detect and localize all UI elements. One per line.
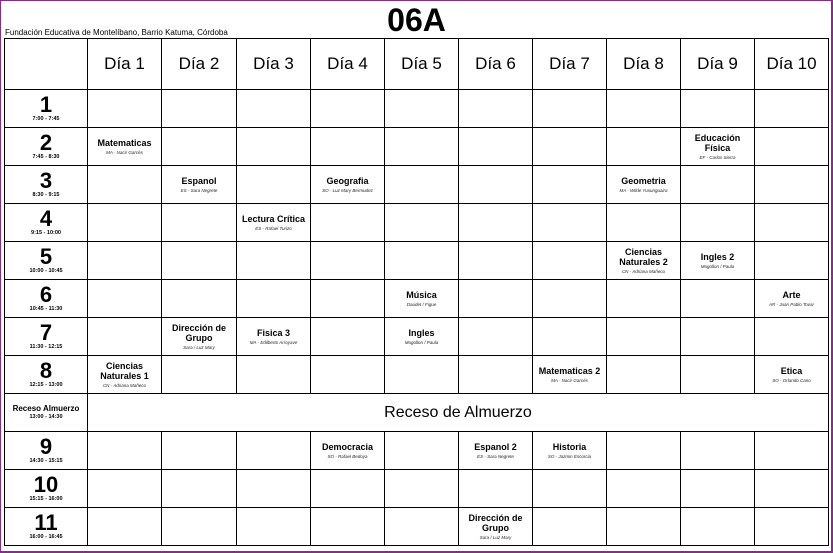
- day-header: Día 3: [237, 39, 311, 90]
- teacher-name: ES - Rafael Turizo: [255, 225, 292, 231]
- period-cell: [5, 470, 88, 508]
- day-header: Día 5: [385, 39, 459, 90]
- teacher-name: MA - Edilberto Arroyave: [249, 339, 298, 345]
- schedule-cell: [533, 432, 607, 470]
- schedule-cell: [681, 356, 755, 394]
- subject-name: Ciencias Naturales 1: [100, 360, 149, 381]
- schedule-cell: [162, 280, 237, 318]
- teacher-name: ES - Sara Negrete: [180, 187, 218, 193]
- subject-name: Geometria: [621, 175, 666, 186]
- schedule-cell: [237, 204, 311, 242]
- schedule-cell: [237, 242, 311, 280]
- schedule-cell: [681, 318, 755, 356]
- subject-name: Lectura Crítica: [241, 213, 306, 224]
- period-number: 2: [39, 130, 53, 155]
- subject-name: Ingles: [408, 327, 435, 338]
- schedule-cell: [88, 128, 162, 166]
- schedule-cell: [237, 128, 311, 166]
- schedule-cell: [88, 280, 162, 318]
- schedule-cell: [533, 470, 607, 508]
- schedule-cell: [311, 508, 385, 546]
- schedule-cell: [459, 280, 533, 318]
- subject-name: Matematicas 2: [538, 365, 601, 376]
- schedule-cell: [755, 280, 829, 318]
- schedule-cell: [755, 204, 829, 242]
- day-header: Día 4: [311, 39, 385, 90]
- subject-name: Geografia: [326, 175, 369, 186]
- subject-name: Historia: [552, 441, 587, 452]
- teacher-name: MA - Wilde Yusunguaira: [619, 187, 668, 193]
- day-header: Día 8: [607, 39, 681, 90]
- schedule-cell: [385, 432, 459, 470]
- schedule-cell: [311, 90, 385, 128]
- schedule-cell: [755, 318, 829, 356]
- schedule-cell: [237, 280, 311, 318]
- schedule-cell: [459, 242, 533, 280]
- day-header: Día 7: [533, 39, 607, 90]
- period-time: 8:30 - 9:15: [32, 192, 60, 198]
- schedule-cell: [755, 90, 829, 128]
- schedule-cell: [533, 128, 607, 166]
- schedule-table: [4, 38, 829, 546]
- schedule-cell: [88, 470, 162, 508]
- schedule-cell: [607, 242, 681, 280]
- schedule-cell: [385, 90, 459, 128]
- schedule-cell: [755, 432, 829, 470]
- schedule-cell: [385, 204, 459, 242]
- schedule-cell: [459, 90, 533, 128]
- period-cell: [5, 128, 88, 166]
- schedule-cell: [459, 356, 533, 394]
- schedule-cell: [162, 242, 237, 280]
- period-cell: [5, 166, 88, 204]
- teacher-name: AR - Juan Pablo Tovar: [768, 301, 815, 307]
- schedule-cell: [607, 128, 681, 166]
- subject-name: Dirección de Grupo: [171, 322, 227, 343]
- schedule-cell: [681, 204, 755, 242]
- teacher-name: CN - Adriana Mañeco: [102, 382, 147, 388]
- subject-name: Democracia: [321, 441, 374, 452]
- schedule-cell: [237, 90, 311, 128]
- period-cell: [5, 242, 88, 280]
- schedule-cell: [88, 318, 162, 356]
- period-number: 1: [39, 92, 53, 117]
- schedule-cell: [237, 166, 311, 204]
- period-number: 7: [39, 320, 53, 345]
- schedule-cell: [459, 128, 533, 166]
- teacher-name: ES - Sara Negrete: [477, 453, 514, 459]
- schedule-cell: [533, 242, 607, 280]
- period-time: 9:15 - 10:00: [31, 230, 61, 236]
- schedule-cell: [88, 204, 162, 242]
- subject-name: Matematicas: [97, 137, 152, 148]
- schedule-cell: [607, 470, 681, 508]
- schedule-cell: [385, 128, 459, 166]
- grade-title: 06A: [387, 2, 446, 38]
- schedule-cell: [755, 166, 829, 204]
- schedule-cell: [162, 204, 237, 242]
- subject-name: Espanol 2: [474, 441, 517, 452]
- teacher-name: Sara / Luz Mary: [479, 534, 512, 540]
- period-time: 14:30 - 15:15: [29, 458, 63, 464]
- teacher-name: Daudet / Figue: [406, 301, 437, 307]
- schedule-cell: [311, 470, 385, 508]
- teacher-name: CN - Adriana Mañeco: [621, 268, 666, 274]
- subject-name: Arte: [782, 289, 801, 300]
- schedule-cell: [681, 280, 755, 318]
- schedule-cell: [311, 128, 385, 166]
- schedule-cell: [755, 242, 829, 280]
- schedule-cell: [681, 128, 755, 166]
- school-name: Fundación Educativa de Montelíbano, Barrio Katuma, Córdoba: [5, 28, 228, 37]
- schedule-cell: [311, 356, 385, 394]
- period-time: 12:15 - 13:00: [29, 382, 63, 388]
- schedule-cell: [162, 166, 237, 204]
- period-time: 7:45 - 8:30: [32, 154, 60, 160]
- period-cell: [5, 356, 88, 394]
- subject-name: Fisica 3: [256, 327, 291, 338]
- corner-cell: [5, 39, 88, 90]
- schedule-cell: [311, 318, 385, 356]
- schedule-cell: [755, 470, 829, 508]
- schedule-cell: [88, 508, 162, 546]
- schedule-cell: [755, 128, 829, 166]
- schedule-cell: [162, 470, 237, 508]
- lunch-banner: Receso de Almuerzo: [88, 394, 829, 432]
- teacher-name: SO - Rafael Bedoya: [327, 453, 368, 459]
- schedule-cell: [88, 356, 162, 394]
- schedule-cell: [459, 508, 533, 546]
- schedule-cell: [607, 166, 681, 204]
- schedule-cell: [162, 356, 237, 394]
- schedule-cell: [237, 356, 311, 394]
- schedule-cell: [311, 280, 385, 318]
- period-number: 5: [39, 244, 53, 269]
- period-cell: [5, 318, 88, 356]
- schedule-cell: [533, 204, 607, 242]
- schedule-cell: [385, 356, 459, 394]
- period-time: 10:45 - 11:30: [29, 306, 63, 312]
- schedule-cell: [311, 432, 385, 470]
- schedule-cell: [237, 508, 311, 546]
- schedule-cell: [607, 356, 681, 394]
- schedule-cell: [681, 508, 755, 546]
- schedule-cell: [681, 432, 755, 470]
- schedule-cell: [162, 90, 237, 128]
- schedule-cell: [681, 242, 755, 280]
- schedule-cell: [162, 128, 237, 166]
- period-cell: [5, 432, 88, 470]
- period-number: 3: [39, 168, 53, 193]
- period-number: 9: [39, 434, 53, 459]
- schedule-cell: [681, 166, 755, 204]
- schedule-cell: [607, 318, 681, 356]
- subject-name: Ciencias Naturales 2: [619, 246, 668, 267]
- teacher-name: MA - Nacir Garcés: [551, 377, 588, 383]
- schedule-cell: [459, 204, 533, 242]
- schedule-cell: [607, 90, 681, 128]
- day-header: Día 2: [162, 39, 237, 90]
- day-header: Día 1: [88, 39, 162, 90]
- subject-name: Educación Física: [694, 132, 741, 153]
- schedule-cell: [88, 90, 162, 128]
- schedule-cell: [607, 280, 681, 318]
- teacher-name: Mogollon / Paula: [404, 339, 439, 345]
- day-header: Día 6: [459, 39, 533, 90]
- teacher-name: SO - Luz Mary Bermudez: [322, 187, 373, 193]
- schedule-cell: [385, 508, 459, 546]
- schedule-cell: [385, 242, 459, 280]
- schedule-cell: [755, 356, 829, 394]
- period-time: 15:15 - 16:00: [29, 496, 63, 502]
- schedule-cell: [533, 280, 607, 318]
- period-time: 10:00 - 10:45: [29, 268, 63, 274]
- schedule-cell: [88, 432, 162, 470]
- period-number: 4: [39, 206, 53, 231]
- schedule-cell: [88, 166, 162, 204]
- day-header: Día 10: [755, 39, 829, 90]
- period-cell: [5, 90, 88, 128]
- period-number: 6: [39, 282, 53, 307]
- teacher-name: SO - Jazmin Escorcia: [547, 453, 592, 459]
- schedule-cell: [162, 432, 237, 470]
- schedule-cell: [311, 204, 385, 242]
- period-time: 7:00 - 7:45: [32, 116, 60, 122]
- schedule-cell: [533, 508, 607, 546]
- lunch-label: Receso Almuerzo: [12, 404, 80, 413]
- schedule-cell: [607, 508, 681, 546]
- schedule-cell: [533, 166, 607, 204]
- schedule-cell: [385, 470, 459, 508]
- schedule-cell: [385, 318, 459, 356]
- period-cell: [5, 508, 88, 546]
- schedule-cell: [755, 508, 829, 546]
- subject-name: Ingles 2: [700, 251, 735, 262]
- schedule-cell: [237, 470, 311, 508]
- schedule-cell: [162, 508, 237, 546]
- schedule-cell: [311, 166, 385, 204]
- period-time: 16:00 - 16:45: [29, 534, 63, 540]
- schedule-cell: [533, 356, 607, 394]
- schedule-cell: [681, 470, 755, 508]
- schedule-cell: [607, 204, 681, 242]
- subject-name: Etica: [780, 365, 803, 376]
- subject-name: Dirección de Grupo: [468, 512, 523, 533]
- period-time: 11:30 - 12:15: [29, 344, 63, 350]
- schedule-cell: [459, 318, 533, 356]
- teacher-name: SO - Orlando Cano: [772, 377, 811, 383]
- teacher-name: Sara / Luz Mary: [183, 344, 215, 350]
- teacher-name: EF - Carlos Sierra: [699, 154, 736, 160]
- schedule-cell: [607, 432, 681, 470]
- day-header: Día 9: [681, 39, 755, 90]
- period-number: 8: [39, 358, 53, 383]
- schedule-cell: [88, 242, 162, 280]
- schedule-cell: [162, 318, 237, 356]
- period-number: 11: [34, 510, 58, 535]
- subject-name: Espanol: [181, 175, 217, 186]
- schedule-cell: [681, 90, 755, 128]
- lunch-label-cell: [5, 394, 88, 432]
- period-cell: [5, 280, 88, 318]
- schedule-cell: [385, 280, 459, 318]
- period-number: 10: [33, 472, 59, 497]
- teacher-name: MA - Nacir Garcés: [106, 149, 143, 155]
- lunch-time: 13:00 - 14:30: [29, 414, 63, 420]
- schedule-cell: [459, 470, 533, 508]
- schedule-cell: [533, 318, 607, 356]
- schedule-cell: [459, 166, 533, 204]
- teacher-name: Mogollon / Paula: [700, 263, 735, 269]
- subject-name: Música: [406, 289, 437, 300]
- schedule-cell: [237, 432, 311, 470]
- schedule-cell: [237, 318, 311, 356]
- schedule-cell: [459, 432, 533, 470]
- schedule-cell: [533, 90, 607, 128]
- schedule-cell: [311, 242, 385, 280]
- period-cell: [5, 204, 88, 242]
- schedule-cell: [385, 166, 459, 204]
